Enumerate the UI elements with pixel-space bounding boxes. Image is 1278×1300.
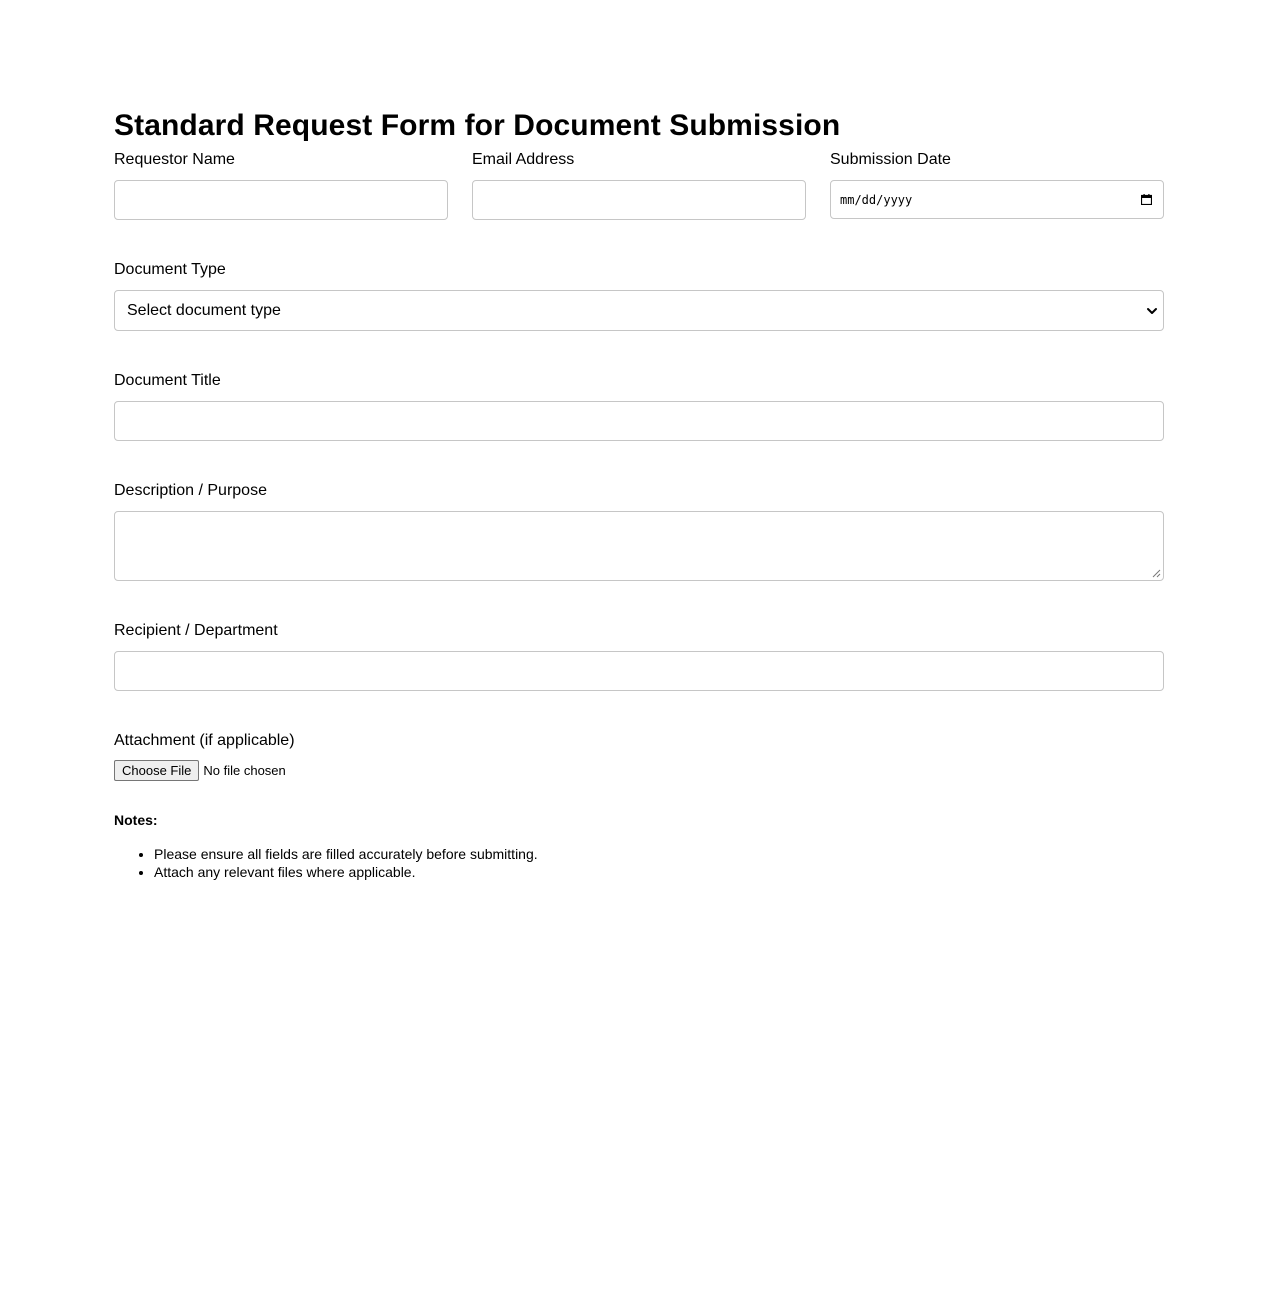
document-title-label: Document Title xyxy=(114,372,221,389)
attachment-group xyxy=(114,731,1164,781)
notes-section xyxy=(114,812,1164,881)
top-fields-row xyxy=(114,150,1164,220)
description-group xyxy=(114,481,1164,581)
recipient-group xyxy=(114,621,1164,691)
document-type-group xyxy=(114,260,1164,331)
recipient-input[interactable] xyxy=(114,651,1164,691)
requestor-name-label: Requestor Name xyxy=(114,151,235,168)
notes-title: Notes: xyxy=(114,812,158,828)
email-label: Email Address xyxy=(472,151,575,168)
requestor-name-group xyxy=(114,150,448,220)
chevron-down-icon xyxy=(1145,304,1159,318)
requestor-name-input[interactable] xyxy=(114,180,448,220)
document-title-group xyxy=(114,371,1164,441)
list-item: • Attach any relevant files where applicable. xyxy=(154,863,1164,881)
email-input[interactable] xyxy=(472,180,806,220)
list-item: • Please ensure all fields are filled accurately before submitting. xyxy=(154,845,1164,863)
document-type-selected: Select document type xyxy=(127,301,281,319)
calendar-icon[interactable] xyxy=(1141,194,1152,205)
submission-date-label: Submission Date xyxy=(830,151,951,168)
resize-handle-icon[interactable] xyxy=(1152,569,1161,578)
choose-file-button[interactable]: Choose File xyxy=(114,760,199,781)
date-placeholder: mm/dd/yyyy xyxy=(840,192,913,207)
description-textarea[interactable] xyxy=(114,511,1164,581)
recipient-label: Recipient / Department xyxy=(114,622,278,639)
notes-list xyxy=(114,845,1164,881)
document-type-label: Document Type xyxy=(114,261,226,278)
page-title: Standard Request Form for Document Submission xyxy=(114,109,841,142)
email-group xyxy=(472,150,806,220)
submission-date-input[interactable] xyxy=(830,180,1164,219)
file-status: No file chosen xyxy=(203,762,286,778)
document-type-select[interactable] xyxy=(114,290,1164,331)
file-picker xyxy=(114,759,1164,781)
submission-date-group xyxy=(830,150,1164,220)
description-label: Description / Purpose xyxy=(114,482,267,499)
request-form xyxy=(114,106,1164,881)
attachment-label: Attachment (if applicable) xyxy=(114,732,295,749)
document-title-input[interactable] xyxy=(114,401,1164,441)
